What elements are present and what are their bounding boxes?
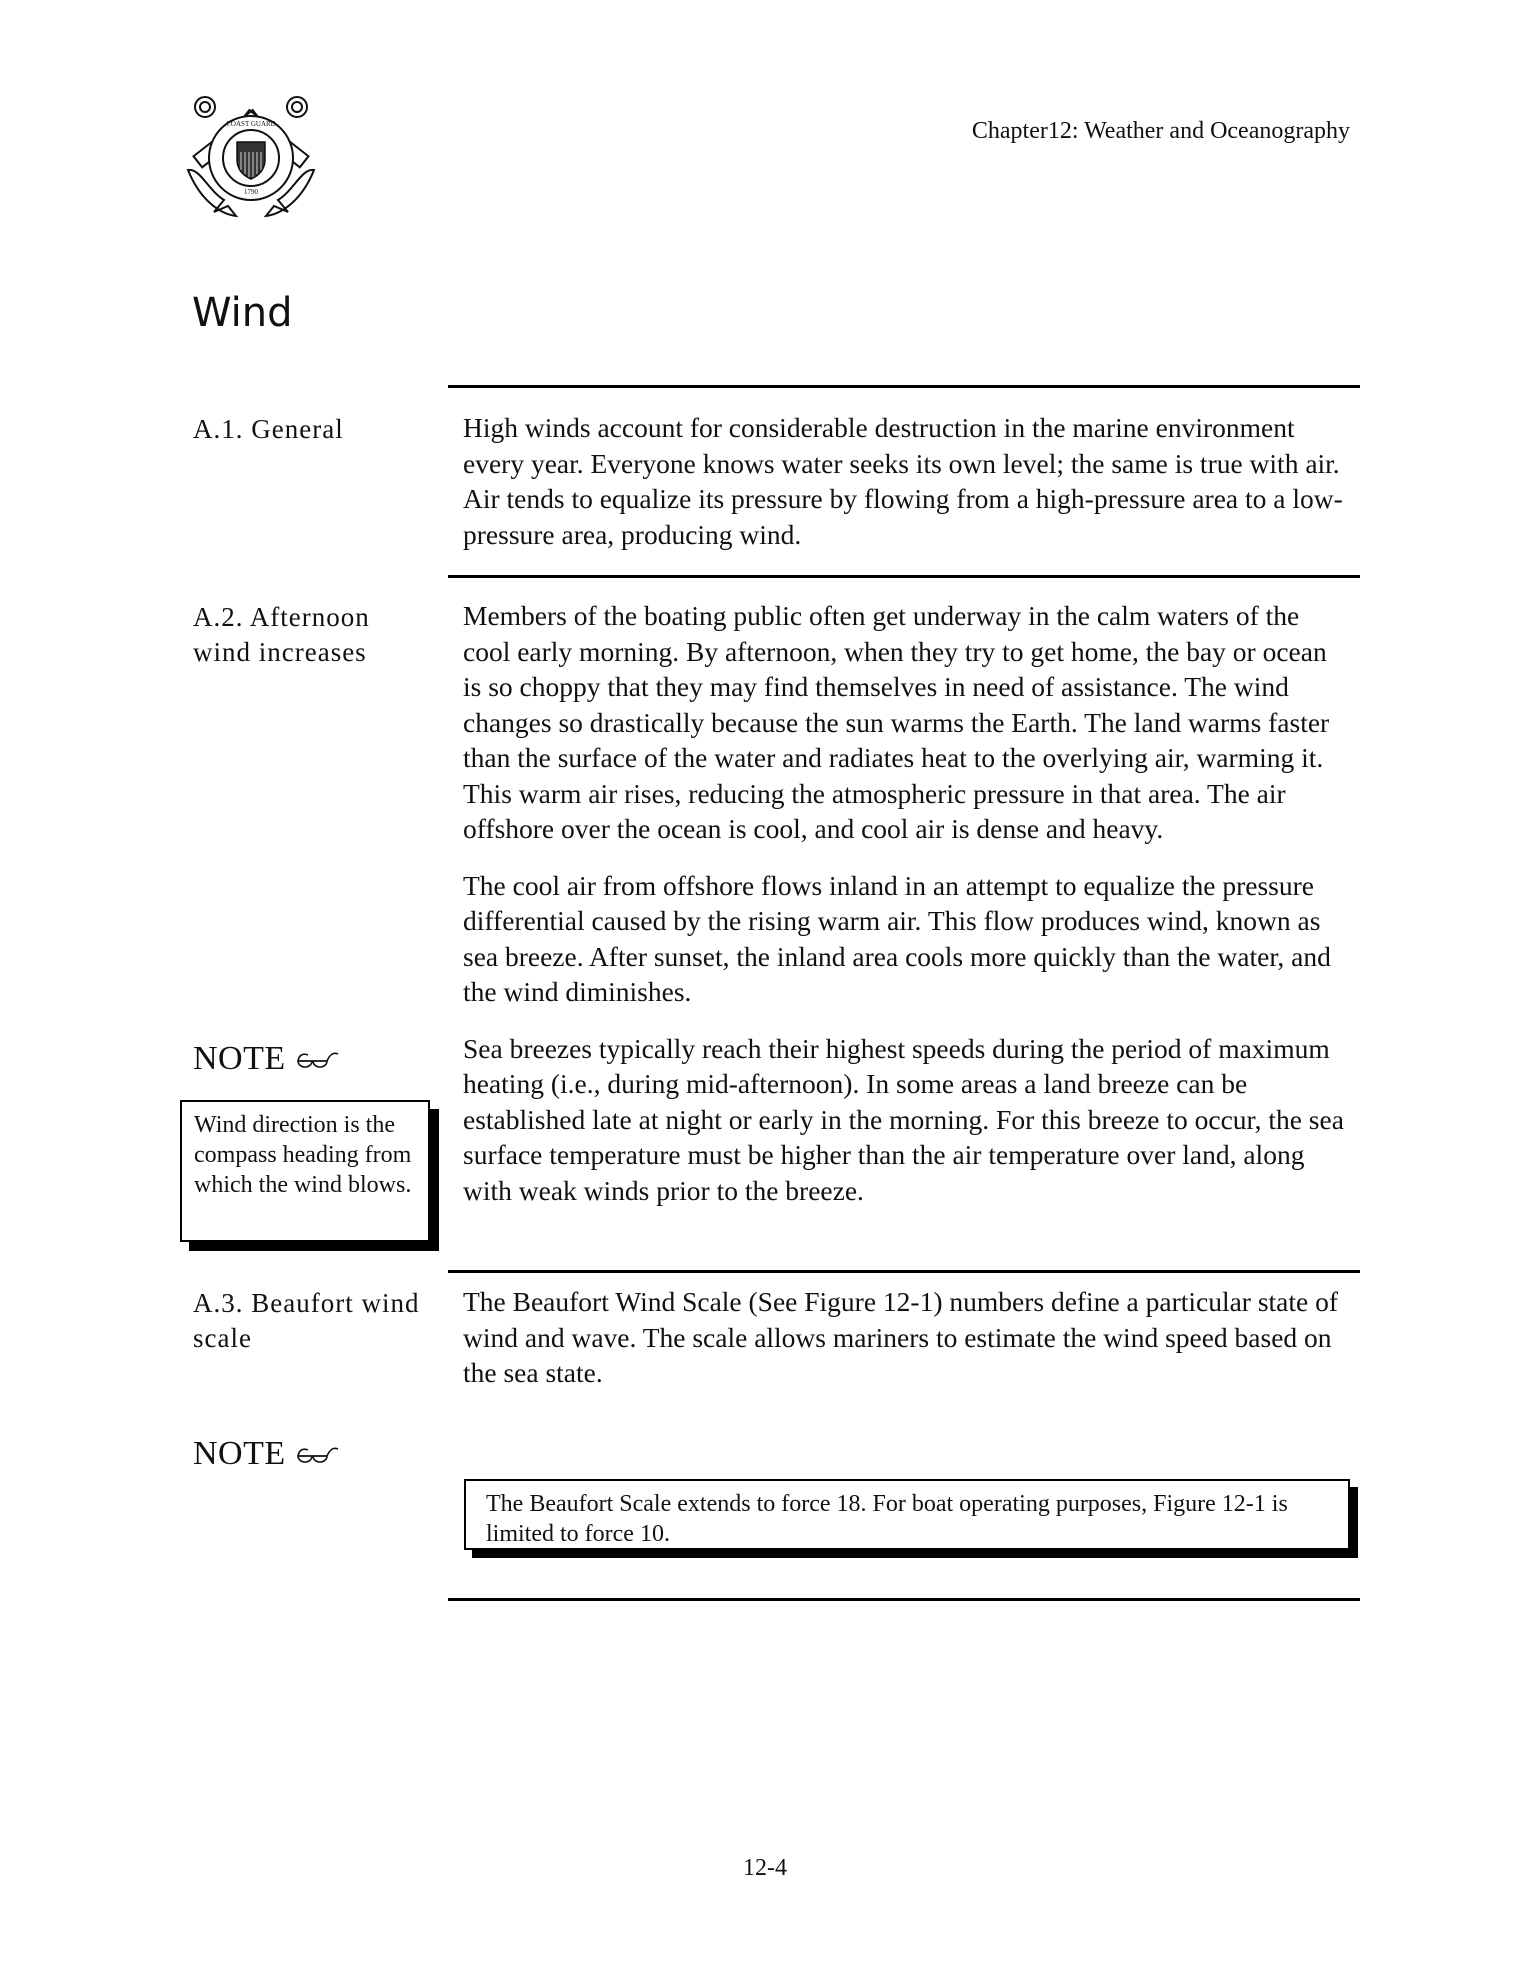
emblem-year: 1790 — [244, 188, 258, 196]
section-body-beaufort — [463, 1284, 1348, 1412]
paragraph: Members of the boating public often get underway in the calm waters of the cool early morning. By afternoon, when they try to get home, the bay or ocean is so choppy that they may find themselves in need of assistance. The wind changes so drastically because the sun warms the Earth. The land warms faster than the surface of the water and radiates heat to the overlying air, warming it. This warm air rises, reducing the atmospheric pressure in that area. The air offshore over the ocean is cool, and cool air is dense and heavy. — [463, 600, 1330, 844]
emblem-text: COAST GUARD — [226, 120, 276, 128]
note-box-beaufort-limit — [464, 1479, 1350, 1550]
coast-guard-emblem-icon — [180, 90, 322, 220]
eyeglasses-icon — [296, 1443, 340, 1465]
paragraph: High winds account for considerable destruction in the marine environment every year. Everyone knows water seeks its own level; the same is true with air. Air tends to equalize its pressure by flowing from a high-pressure area to a low-pressure area, producing wind. — [463, 412, 1343, 550]
note-label: NOTE — [193, 1435, 286, 1472]
eyeglasses-icon — [296, 1048, 340, 1070]
section-label-beaufort: A.3. Beaufort wind scale — [193, 1288, 420, 1353]
paragraph: The cool air from offshore flows inland in an attempt to equalize the pressure differential caused by the rising warm air. This flow produces wind, known as sea breeze. After sunset, the inland area cools more quickly than the water, and the wind diminishes. — [463, 869, 1331, 1007]
section-divider — [448, 575, 1360, 578]
section-divider — [448, 1270, 1360, 1273]
page-title: Wind — [192, 290, 293, 336]
note-label: NOTE — [193, 1040, 286, 1077]
section-divider — [448, 1598, 1360, 1601]
paragraph: The Beaufort Wind Scale (See Figure 12-1) numbers define a particular state of wind and wave. The scale allows mariners to estimate the wind speed based on the sea state. — [463, 1286, 1339, 1388]
page-number: 12-4 — [743, 1855, 787, 1881]
section-label-general: A.1. General — [193, 414, 344, 444]
running-head: Chapter12: Weather and Oceanography — [971, 118, 1350, 144]
note-heading — [193, 1435, 340, 1473]
note-text: Wind direction is the compass heading from which the wind blows. — [194, 1112, 412, 1198]
section-body-afternoon-wind — [463, 598, 1348, 1229]
section-label-afternoon-wind: A.2. Afternoon wind increases — [193, 602, 370, 667]
coast-guard-emblem-logo — [180, 90, 322, 220]
section-divider — [448, 385, 1360, 388]
note-box-wind-direction — [180, 1100, 430, 1242]
section-body-general — [463, 410, 1348, 573]
note-text: The Beaufort Scale extends to force 18. For boat operating purposes, Figure 12-1 is limited to force 10. — [486, 1491, 1288, 1547]
paragraph: Sea breezes typically reach their highest speeds during the period of maximum heating (i.e., during mid-afternoon). In some areas a land breeze can be established late at night or early in the morning. For this breeze to occur, the sea surface temperature must be higher than the air temperature over land, along with weak winds prior to the breeze. — [463, 1032, 1344, 1206]
note-heading — [193, 1040, 340, 1078]
